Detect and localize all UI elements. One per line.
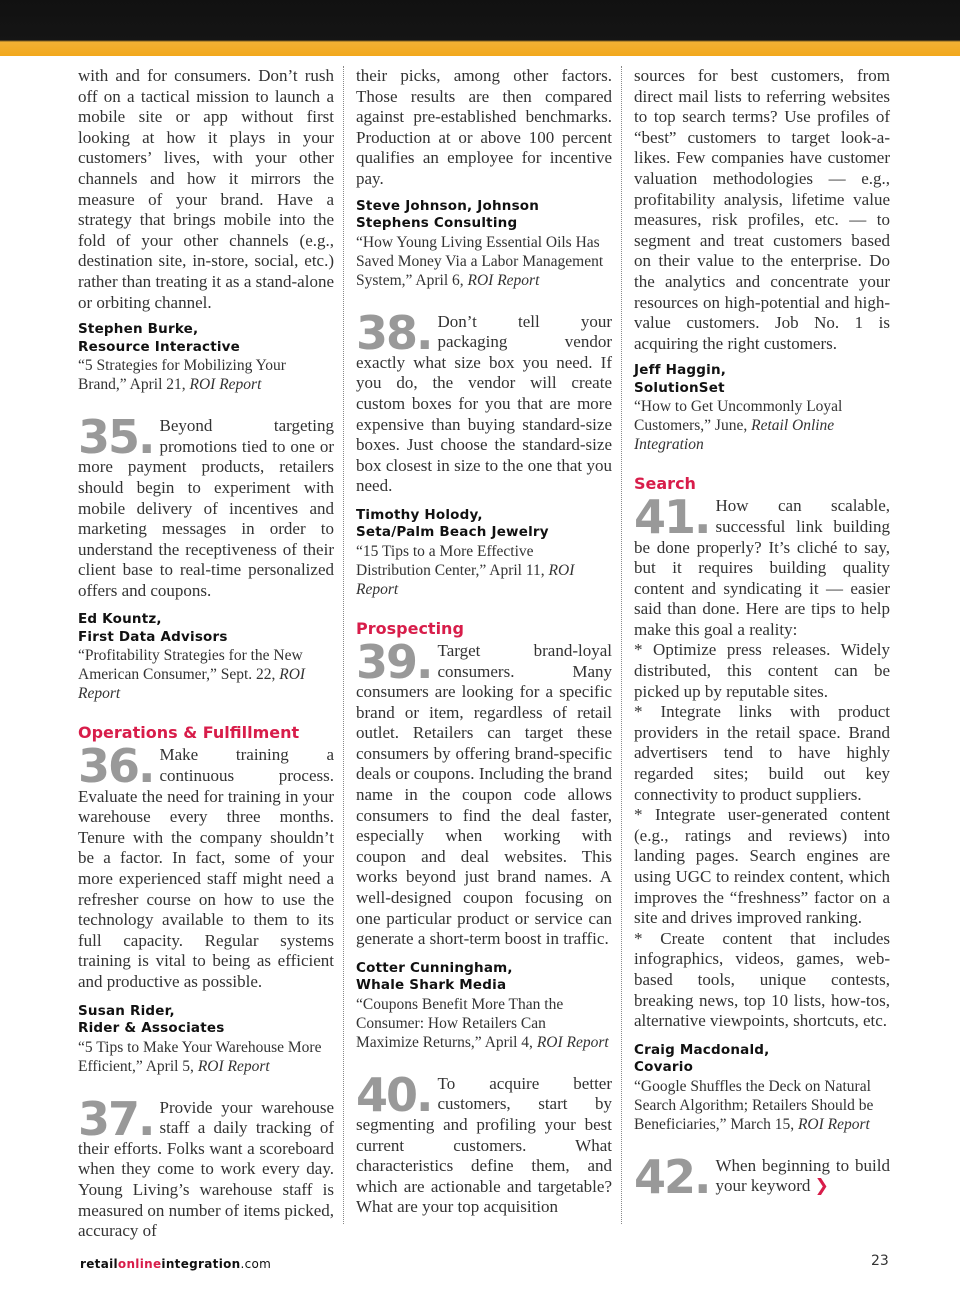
tip-bullet: * Optimize press releases. Widely distributed, this content can be picked up by reputable sites. — [634, 640, 890, 701]
byline — [634, 1042, 890, 1134]
source-publication: ROI Report — [78, 666, 306, 703]
source-title: “5 Tips to Make Your Warehouse More Efficient,” April 5, — [78, 1038, 322, 1075]
tip-36 — [78, 739, 334, 992]
byline-source — [78, 646, 334, 703]
source-publication: Retail Online Integration — [634, 417, 835, 454]
byline-source — [634, 1077, 890, 1134]
byline-org: Rider & Associates — [78, 1020, 225, 1037]
source-title: “Profitability Strategies for the New American Consumer,” Sept. 22, — [78, 647, 303, 684]
source-title: “Google Shuffles the Deck on Natural Search Algorithm; Retailers Should be Beneficiaries,” March 15, — [634, 1077, 874, 1133]
byline-source — [356, 995, 612, 1052]
tip-number: 41. — [634, 490, 710, 545]
footer-website: retailonlineintegration.com — [80, 1257, 272, 1271]
tip-text: How can scalable, successful link building be done properly? It’s cliché to say, but it requires building quality content and syndicating it — easier said than done. Here are tips to help make this goal a reality: — [634, 496, 890, 639]
tip-number: 40. — [356, 1067, 432, 1122]
tip-number: 35. — [78, 410, 154, 465]
byline — [356, 507, 612, 599]
body-text: sources for best customers, from direct mail lists to referring websites to top search terms? Use profiles of “best” customers to target look-a-likes. Few companies have customer valuation methodologies — e.g., profitability analysis, lifetime value measures, risk profiles, etc. — to segment and treat customers based on their value to the enterprise. Do the analytics and concentrate your resources on high-potential and high-value customers. Job No. 1 is acquiring the right customers. — [634, 66, 890, 353]
page-number: 23 — [871, 1253, 889, 1269]
tip-number: 37. — [78, 1091, 154, 1146]
column-divider — [343, 66, 344, 1224]
source-publication: ROI Report — [197, 1057, 270, 1075]
tip-39 — [356, 634, 612, 950]
byline-org: Covario — [634, 1059, 694, 1076]
tip-40 — [356, 1067, 612, 1218]
column-2 — [356, 66, 612, 1218]
byline-source — [356, 542, 612, 599]
tip-38 — [356, 305, 612, 497]
source-publication: ROI Report — [797, 1115, 870, 1133]
byline-org: Resource Interactive — [78, 338, 241, 355]
source-publication: ROI Report — [189, 376, 262, 394]
column-3 — [634, 66, 890, 1204]
byline-source — [356, 233, 612, 290]
byline — [356, 198, 612, 290]
tip-text: Target brand-loyal consumers. Many consumers are looking for a specific brand or item, regardless of retail outlet. Retailers can target these consumers by offering brand-specific deals or coupons. Including the brand name in the coupon code allows consumers to find the deal faster, especially when working with coupon and deal websites. This works beyond just brand names. A well-designed coupon focusing on one particular product or service can generate a short-term boost in traffic. — [356, 640, 612, 949]
byline — [78, 611, 334, 703]
tip-text: Provide your warehouse staff a daily tracking of their efforts. Folks want a scoreboard when they come to work every day. Young Living’s warehouse staff is measured on number of items picked, accuracy of — [78, 1097, 334, 1241]
byline-source — [78, 356, 334, 394]
tip-number: 42. — [634, 1149, 710, 1204]
byline-name: Cotter Cunningham, — [356, 959, 513, 976]
tip-41 — [634, 490, 890, 640]
byline-org: Seta/Palm Beach Jewelry — [356, 524, 549, 541]
tip-text: Beyond targeting promotions tied to one or more payment products, retailers should begin to experiment with mobile delivery of incentives and marketing messages in order to understand the receptiveness of their client base to real-time personalized offers and coupons. — [78, 416, 334, 600]
byline-org: SolutionSet — [634, 379, 725, 396]
source-publication: ROI Report — [536, 1033, 609, 1051]
section-heading: Prospecting — [356, 618, 464, 638]
tip-42 — [634, 1149, 890, 1204]
byline-name: Jeff Haggin, — [634, 362, 727, 379]
body-text: their picks, among other factors. Those results are then compared against pre-established benchmarks. Production at or above 100 percent qualifies an employee for incentive pay. — [356, 66, 612, 188]
source-title: “15 Tips to a More Effective Distribution Center,” April 11, — [356, 542, 545, 579]
source-title: “Coupons Benefit More Than the Consumer: How Retailers Can Maximize Returns,” April 4, — [356, 995, 564, 1051]
byline-org: Whale Shark Media — [356, 977, 507, 994]
source-publication: ROI Report — [356, 561, 575, 598]
tip-number: 39. — [356, 634, 432, 689]
source-publication: ROI Report — [467, 271, 540, 289]
byline — [78, 1003, 334, 1076]
tip-text: When beginning to build your keyword ❯ — [715, 1155, 890, 1197]
tip-bullet: * Integrate links with product providers in the retail space. Brand advertisers tend to have highly regarded sites; build out key connectivity to product suppliers. — [634, 702, 890, 804]
byline-name: Timothy Holody, — [356, 506, 483, 523]
tip-35 — [78, 410, 334, 601]
byline-org: First Data Advisors — [78, 628, 228, 645]
byline — [634, 362, 890, 454]
column-1 — [78, 66, 334, 1242]
section-heading: Operations & Fulfillment — [78, 723, 300, 743]
byline-name: Susan Rider, — [78, 1002, 175, 1019]
byline-name: Stephen Burke, — [78, 321, 199, 338]
column-divider — [621, 66, 622, 1224]
byline — [78, 321, 334, 394]
byline-name: Ed Kountz, — [78, 611, 162, 628]
tip-text: To acquire better customers, start by segmenting and profiling your best current customers. What characteristics define them, and which are actionable and targetable? What are your top acquisition — [356, 1073, 612, 1217]
byline-org: Stephens Consulting — [356, 215, 518, 232]
source-title: “How to Get Uncommonly Loyal Customers,” June, — [634, 398, 843, 435]
byline-source — [78, 1038, 334, 1076]
continue-arrow-icon: ❯ — [814, 1176, 829, 1197]
section-heading: Search — [634, 474, 696, 494]
tip-bullet: * Create content that includes infographics, videos, games, web-based tools, unique contests, breaking news, top 10 lists, how-tos, alternative viewpoints, shortcuts, etc. — [634, 928, 890, 1031]
tip-37 — [78, 1091, 334, 1242]
tip-text: Make training a continuous process. Evaluate the need for training in your warehouse every three months. Tenure with the company shouldn’t be a factor. In fact, some of your more experienced staff might need a refresher course on how to use the technology available to them to its full capacity. Regular systems training is vital to being as efficient and productive as possible. — [78, 745, 334, 991]
tip-number: 36. — [78, 739, 154, 794]
byline — [356, 960, 612, 1052]
byline-name: Steve Johnson, Johnson — [356, 197, 540, 214]
byline-source — [634, 397, 890, 454]
byline-name: Craig Macdonald, — [634, 1041, 770, 1058]
source-title: “5 Strategies for Mobilizing Your Brand,” April 21, — [78, 357, 286, 394]
top-color-bar — [0, 0, 960, 56]
source-title: “How Young Living Essential Oils Has Saved Money Via a Labor Management System,” April 6, — [356, 233, 604, 289]
body-text: with and for consumers. Don’t rush off on a tactical mission to launch a mobile site or app without first looking at how it plays in your customers’ lives, with your other channels and how it mirrors the measure of your brand. Have a strategy that brings mobile into the fold of your other channels (e.g., destination site, in-store, social, etc.) rather than treating it as a stand-alone or orbiting channel. — [78, 66, 334, 312]
tip-text: Don’t tell your packaging vendor exactly what size box you need. If you do, the vendor will create custom boxes for you that are more expensive than buying standard-size boxes. Just choose the standard-size box closest in size to the one that you need. — [356, 311, 612, 496]
tip-bullet: * Integrate user-generated content (e.g., ratings and reviews) into landing pages. Search engines are using UGC to reindex content, which improves the “freshness” factor on a site and drives improved ranking. — [634, 805, 890, 928]
tip-number: 38. — [356, 305, 432, 360]
